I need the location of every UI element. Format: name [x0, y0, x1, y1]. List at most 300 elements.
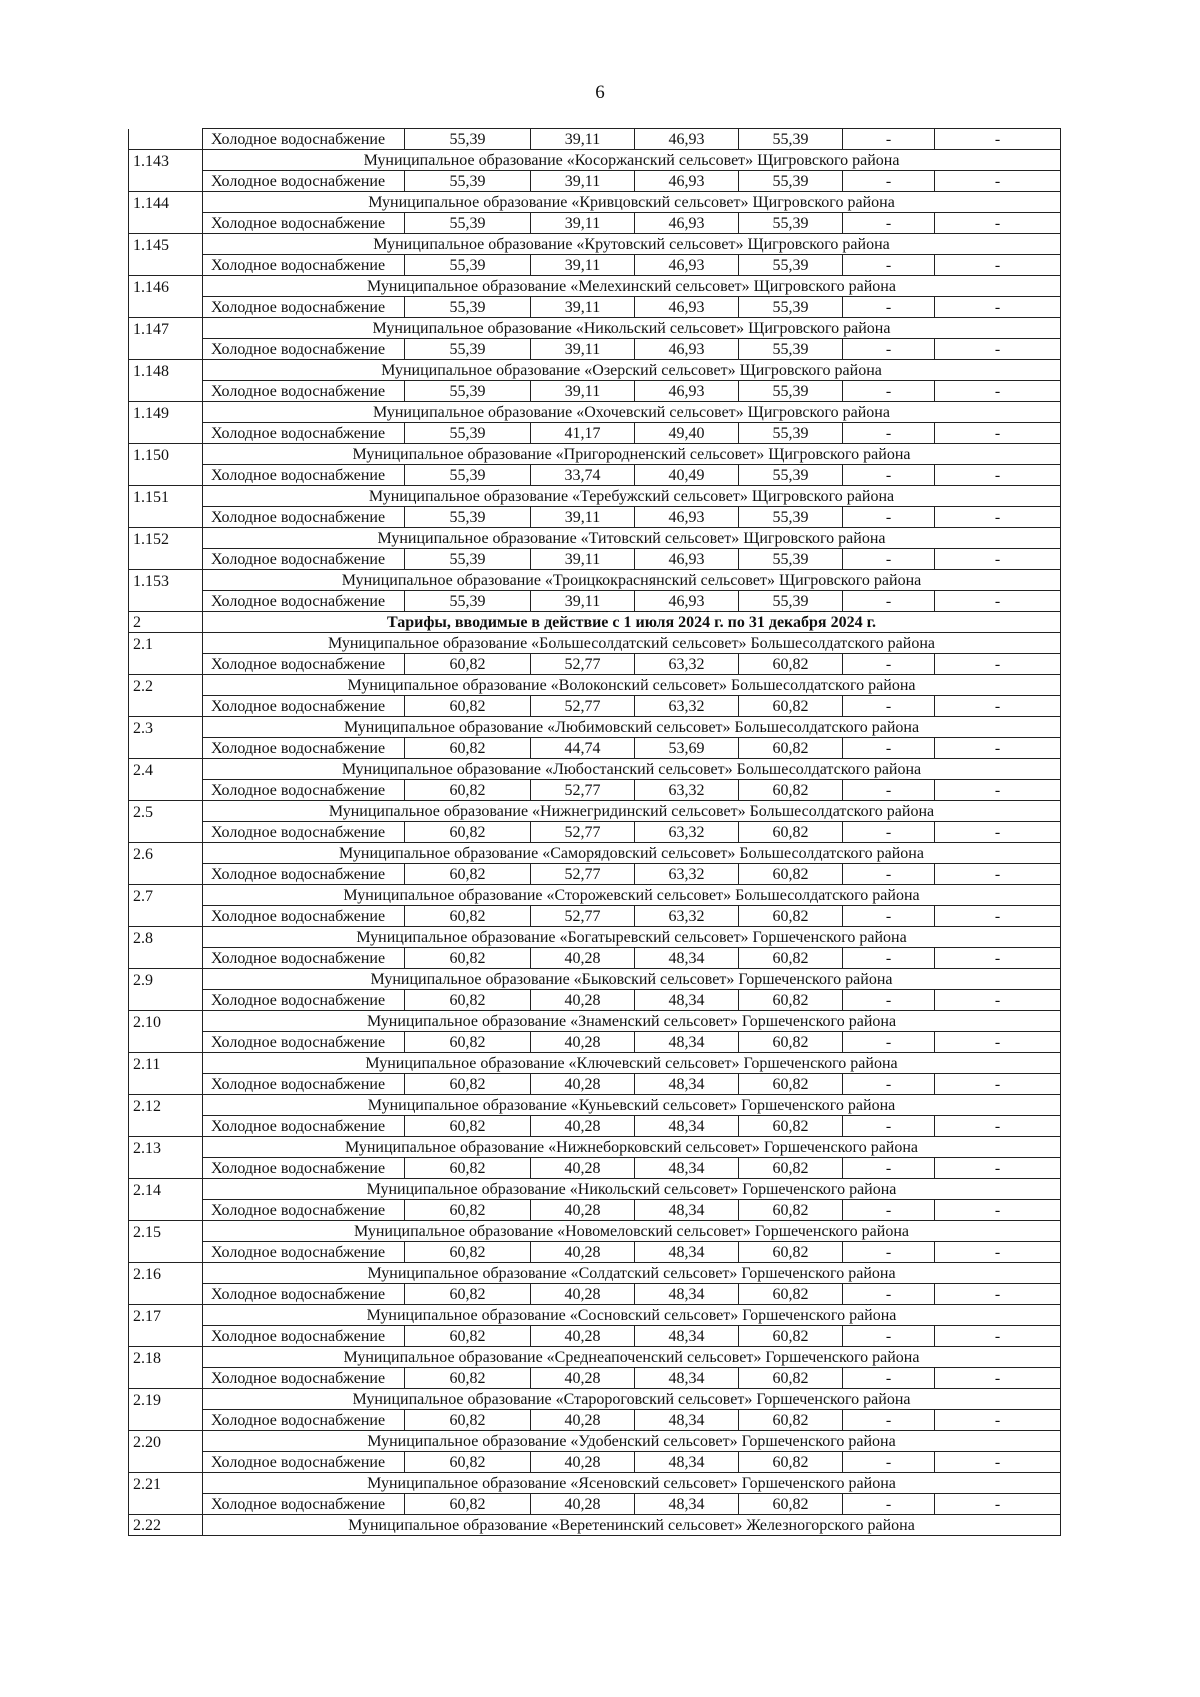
value-cell: 52,77	[531, 906, 635, 927]
value-cell: -	[935, 1494, 1061, 1515]
service-label: Холодное водоснабжение	[203, 1410, 405, 1431]
value-cell: 60,82	[405, 1326, 531, 1347]
value-cell: 60,82	[739, 990, 843, 1011]
value-cell: 48,34	[635, 1284, 739, 1305]
row-number: 2.21	[129, 1473, 203, 1494]
value-cell: 46,93	[635, 255, 739, 276]
value-cell: -	[843, 465, 935, 486]
row-number-cell	[129, 423, 203, 444]
municipality-row	[129, 528, 1061, 549]
values-row	[129, 654, 1061, 675]
service-label: Холодное водоснабжение	[203, 1494, 405, 1515]
values-row	[129, 1116, 1061, 1137]
row-number: 1.148	[129, 360, 203, 381]
value-cell: 40,28	[531, 1242, 635, 1263]
value-cell: 60,82	[739, 696, 843, 717]
values-row	[129, 696, 1061, 717]
municipality-name: Муниципальное образование «Знаменский сельсовет» Горшеченского района	[203, 1011, 1061, 1032]
value-cell: 63,32	[635, 654, 739, 675]
municipality-name: Муниципальное образование «Нижнеборковский сельсовет» Горшеченского района	[203, 1137, 1061, 1158]
row-number: 2.10	[129, 1011, 203, 1032]
municipality-name: Муниципальное образование «Пригородненский сельсовет» Щигровского района	[203, 444, 1061, 465]
municipality-row	[129, 1389, 1061, 1410]
value-cell: -	[843, 255, 935, 276]
value-cell: 46,93	[635, 507, 739, 528]
value-cell: 48,34	[635, 948, 739, 969]
value-cell: 60,82	[405, 1158, 531, 1179]
values-row	[129, 1242, 1061, 1263]
service-label: Холодное водоснабжение	[203, 129, 405, 150]
values-row	[129, 213, 1061, 234]
value-cell: 52,77	[531, 654, 635, 675]
value-cell: 55,39	[405, 465, 531, 486]
value-cell: 46,93	[635, 549, 739, 570]
municipality-name: Муниципальное образование «Троицкокраснянский сельсовет» Щигровского района	[203, 570, 1061, 591]
values-row	[129, 1074, 1061, 1095]
row-number-cell	[129, 864, 203, 885]
value-cell: 39,11	[531, 381, 635, 402]
value-cell: 60,82	[405, 1116, 531, 1137]
value-cell: 55,39	[405, 381, 531, 402]
row-number-cell	[129, 1032, 203, 1053]
row-number-cell	[129, 1368, 203, 1389]
section-title: Тарифы, вводимые в действие с 1 июля 2024 г. по 31 декабря 2024 г.	[203, 612, 1061, 633]
row-number: 2.13	[129, 1137, 203, 1158]
service-label: Холодное водоснабжение	[203, 297, 405, 318]
value-cell: -	[935, 549, 1061, 570]
values-row	[129, 129, 1061, 150]
value-cell: -	[843, 423, 935, 444]
value-cell: -	[843, 549, 935, 570]
section-row	[129, 612, 1061, 633]
value-cell: -	[935, 1452, 1061, 1473]
service-label: Холодное водоснабжение	[203, 255, 405, 276]
value-cell: -	[843, 339, 935, 360]
service-label: Холодное водоснабжение	[203, 339, 405, 360]
values-row	[129, 1368, 1061, 1389]
service-label: Холодное водоснабжение	[203, 864, 405, 885]
value-cell: -	[843, 297, 935, 318]
value-cell: 60,82	[739, 1452, 843, 1473]
value-cell: 60,82	[739, 780, 843, 801]
municipality-row	[129, 402, 1061, 423]
municipality-name: Муниципальное образование «Мелехинский сельсовет» Щигровского района	[203, 276, 1061, 297]
municipality-name: Муниципальное образование «Любимовский сельсовет» Большесолдатского района	[203, 717, 1061, 738]
value-cell: 63,32	[635, 780, 739, 801]
value-cell: -	[843, 1158, 935, 1179]
values-row	[129, 171, 1061, 192]
value-cell: 60,82	[405, 906, 531, 927]
value-cell: -	[843, 1032, 935, 1053]
value-cell: 60,82	[405, 738, 531, 759]
value-cell: 48,34	[635, 1326, 739, 1347]
value-cell: 48,34	[635, 1158, 739, 1179]
value-cell: 40,28	[531, 1452, 635, 1473]
value-cell: 39,11	[531, 255, 635, 276]
municipality-name: Муниципальное образование «Новомеловский сельсовет» Горшеченского района	[203, 1221, 1061, 1242]
value-cell: 55,39	[405, 507, 531, 528]
municipality-row	[129, 759, 1061, 780]
value-cell: 55,39	[739, 423, 843, 444]
row-number: 2.19	[129, 1389, 203, 1410]
municipality-row	[129, 969, 1061, 990]
value-cell: 60,82	[405, 1200, 531, 1221]
value-cell: 40,49	[635, 465, 739, 486]
value-cell: -	[843, 1326, 935, 1347]
value-cell: -	[843, 129, 935, 150]
row-number: 1.144	[129, 192, 203, 213]
row-number: 2.3	[129, 717, 203, 738]
municipality-row	[129, 1473, 1061, 1494]
value-cell: -	[935, 381, 1061, 402]
row-number-cell	[129, 738, 203, 759]
value-cell: 60,82	[739, 1200, 843, 1221]
row-number: 2.12	[129, 1095, 203, 1116]
values-row	[129, 738, 1061, 759]
value-cell: 55,39	[739, 507, 843, 528]
value-cell: 46,93	[635, 129, 739, 150]
value-cell: -	[843, 213, 935, 234]
row-number: 2.22	[129, 1515, 203, 1536]
values-row	[129, 864, 1061, 885]
value-cell: 55,39	[739, 465, 843, 486]
value-cell: 48,34	[635, 990, 739, 1011]
values-row	[129, 297, 1061, 318]
value-cell: 60,82	[739, 1074, 843, 1095]
value-cell: 48,34	[635, 1368, 739, 1389]
value-cell: 55,39	[739, 255, 843, 276]
value-cell: 55,39	[405, 591, 531, 612]
municipality-name: Муниципальное образование «Крутовский сельсовет» Щигровского района	[203, 234, 1061, 255]
value-cell: 60,82	[739, 1326, 843, 1347]
row-number-cell	[129, 1452, 203, 1473]
value-cell: -	[935, 1116, 1061, 1137]
value-cell: -	[935, 738, 1061, 759]
row-number-cell	[129, 339, 203, 360]
value-cell: 40,28	[531, 1074, 635, 1095]
value-cell: -	[843, 1242, 935, 1263]
value-cell: 39,11	[531, 549, 635, 570]
municipality-row	[129, 1263, 1061, 1284]
row-number-cell	[129, 906, 203, 927]
municipality-row	[129, 843, 1061, 864]
value-cell: -	[935, 465, 1061, 486]
value-cell: -	[843, 990, 935, 1011]
municipality-name: Муниципальное образование «Сторожевский сельсовет» Большесолдатского района	[203, 885, 1061, 906]
value-cell: 60,82	[739, 1494, 843, 1515]
service-label: Холодное водоснабжение	[203, 1158, 405, 1179]
value-cell: 55,39	[405, 129, 531, 150]
values-row	[129, 1326, 1061, 1347]
municipality-name: Муниципальное образование «Ясеновский сельсовет» Горшеченского района	[203, 1473, 1061, 1494]
municipality-row	[129, 675, 1061, 696]
row-number: 1.146	[129, 276, 203, 297]
value-cell: 60,82	[405, 822, 531, 843]
row-number-cell	[129, 549, 203, 570]
row-number: 2.5	[129, 801, 203, 822]
row-number: 1.152	[129, 528, 203, 549]
value-cell: 40,28	[531, 1032, 635, 1053]
value-cell: -	[843, 1368, 935, 1389]
values-row	[129, 255, 1061, 276]
municipality-row	[129, 1095, 1061, 1116]
value-cell: -	[843, 822, 935, 843]
row-number: 1.143	[129, 150, 203, 171]
value-cell: -	[843, 948, 935, 969]
municipality-row	[129, 150, 1061, 171]
value-cell: 48,34	[635, 1116, 739, 1137]
value-cell: 39,11	[531, 297, 635, 318]
row-number-cell	[129, 1494, 203, 1515]
value-cell: -	[843, 171, 935, 192]
value-cell: 48,34	[635, 1452, 739, 1473]
value-cell: 55,39	[739, 297, 843, 318]
value-cell: 40,28	[531, 1410, 635, 1431]
row-number: 1.147	[129, 318, 203, 339]
row-number-cell	[129, 780, 203, 801]
value-cell: 60,82	[739, 1032, 843, 1053]
table-body	[129, 129, 1061, 1536]
service-label: Холодное водоснабжение	[203, 549, 405, 570]
value-cell: 39,11	[531, 129, 635, 150]
municipality-row	[129, 318, 1061, 339]
value-cell: 46,93	[635, 213, 739, 234]
service-label: Холодное водоснабжение	[203, 591, 405, 612]
municipality-row	[129, 1515, 1061, 1536]
value-cell: 60,82	[739, 948, 843, 969]
municipality-row	[129, 885, 1061, 906]
values-row	[129, 822, 1061, 843]
value-cell: 60,82	[405, 1452, 531, 1473]
value-cell: 48,34	[635, 1242, 739, 1263]
service-label: Холодное водоснабжение	[203, 822, 405, 843]
municipality-row	[129, 1221, 1061, 1242]
values-row	[129, 549, 1061, 570]
row-number: 2.11	[129, 1053, 203, 1074]
row-number-cell	[129, 1242, 203, 1263]
values-row	[129, 1032, 1061, 1053]
row-number-cell	[129, 1116, 203, 1137]
value-cell: 55,39	[405, 297, 531, 318]
value-cell: 49,40	[635, 423, 739, 444]
municipality-name: Муниципальное образование «Никольский сельсовет» Горшеченского района	[203, 1179, 1061, 1200]
municipality-row	[129, 1179, 1061, 1200]
municipality-name: Муниципальное образование «Теребужский сельсовет» Щигровского района	[203, 486, 1061, 507]
service-label: Холодное водоснабжение	[203, 381, 405, 402]
value-cell: 60,82	[405, 1410, 531, 1431]
value-cell: 60,82	[405, 1032, 531, 1053]
value-cell: 60,82	[405, 1284, 531, 1305]
values-row	[129, 381, 1061, 402]
value-cell: -	[935, 1368, 1061, 1389]
value-cell: 55,39	[739, 339, 843, 360]
value-cell: 40,28	[531, 948, 635, 969]
value-cell: 33,74	[531, 465, 635, 486]
municipality-name: Муниципальное образование «Веретенинский сельсовет» Железногорского района	[203, 1515, 1061, 1536]
municipality-name: Муниципальное образование «Старороговский сельсовет» Горшеченского района	[203, 1389, 1061, 1410]
row-number: 2.7	[129, 885, 203, 906]
value-cell: -	[843, 738, 935, 759]
municipality-row	[129, 717, 1061, 738]
tariff-table	[128, 128, 1060, 1536]
value-cell: -	[935, 948, 1061, 969]
value-cell: 55,39	[405, 171, 531, 192]
row-number-cell	[129, 1410, 203, 1431]
municipality-row	[129, 927, 1061, 948]
value-cell: 55,39	[739, 213, 843, 234]
value-cell: 53,69	[635, 738, 739, 759]
value-cell: 55,39	[739, 171, 843, 192]
service-label: Холодное водоснабжение	[203, 906, 405, 927]
value-cell: -	[843, 591, 935, 612]
municipality-row	[129, 1305, 1061, 1326]
municipality-row	[129, 192, 1061, 213]
row-number: 2.1	[129, 633, 203, 654]
values-row	[129, 1452, 1061, 1473]
row-number: 1.151	[129, 486, 203, 507]
value-cell: 40,28	[531, 1116, 635, 1137]
value-cell: -	[843, 1284, 935, 1305]
value-cell: -	[843, 654, 935, 675]
service-label: Холодное водоснабжение	[203, 738, 405, 759]
value-cell: 60,82	[405, 1368, 531, 1389]
service-label: Холодное водоснабжение	[203, 654, 405, 675]
service-label: Холодное водоснабжение	[203, 948, 405, 969]
municipality-row	[129, 234, 1061, 255]
value-cell: 40,28	[531, 990, 635, 1011]
value-cell: 46,93	[635, 381, 739, 402]
value-cell: -	[935, 255, 1061, 276]
municipality-name: Муниципальное образование «Титовский сельсовет» Щигровского района	[203, 528, 1061, 549]
value-cell: 55,39	[739, 129, 843, 150]
value-cell: -	[935, 654, 1061, 675]
row-number: 2.6	[129, 843, 203, 864]
value-cell: 46,93	[635, 297, 739, 318]
service-label: Холодное водоснабжение	[203, 507, 405, 528]
value-cell: 63,32	[635, 864, 739, 885]
municipality-name: Муниципальное образование «Любостанский сельсовет» Большесолдатского района	[203, 759, 1061, 780]
row-number: 2.20	[129, 1431, 203, 1452]
value-cell: 55,39	[739, 549, 843, 570]
value-cell: -	[935, 864, 1061, 885]
value-cell: -	[935, 906, 1061, 927]
row-number-cell	[129, 591, 203, 612]
value-cell: 48,34	[635, 1074, 739, 1095]
municipality-name: Муниципальное образование «Волоконский сельсовет» Большесолдатского района	[203, 675, 1061, 696]
row-number: 2.2	[129, 675, 203, 696]
value-cell: 63,32	[635, 906, 739, 927]
value-cell: 55,39	[405, 255, 531, 276]
row-number-cell	[129, 1284, 203, 1305]
value-cell: -	[843, 1452, 935, 1473]
row-number-cell	[129, 990, 203, 1011]
value-cell: -	[935, 1158, 1061, 1179]
value-cell: -	[935, 297, 1061, 318]
value-cell: 46,93	[635, 339, 739, 360]
value-cell: -	[935, 822, 1061, 843]
row-number: 1.150	[129, 444, 203, 465]
value-cell: 48,34	[635, 1032, 739, 1053]
value-cell: 40,28	[531, 1494, 635, 1515]
service-label: Холодное водоснабжение	[203, 1242, 405, 1263]
value-cell: -	[843, 864, 935, 885]
service-label: Холодное водоснабжение	[203, 1326, 405, 1347]
value-cell: 52,77	[531, 822, 635, 843]
service-label: Холодное водоснабжение	[203, 1032, 405, 1053]
municipality-name: Муниципальное образование «Среднеапоченский сельсовет» Горшеченского района	[203, 1347, 1061, 1368]
values-row	[129, 507, 1061, 528]
value-cell: 41,17	[531, 423, 635, 444]
service-label: Холодное водоснабжение	[203, 1284, 405, 1305]
municipality-name: Муниципальное образование «Косоржанский сельсовет» Щигровского района	[203, 150, 1061, 171]
municipality-name: Муниципальное образование «Большесолдатский сельсовет» Большесолдатского района	[203, 633, 1061, 654]
municipality-name: Муниципальное образование «Саморядовский сельсовет» Большесолдатского района	[203, 843, 1061, 864]
service-label: Холодное водоснабжение	[203, 423, 405, 444]
value-cell: 44,74	[531, 738, 635, 759]
municipality-row	[129, 486, 1061, 507]
row-number: 1.153	[129, 570, 203, 591]
value-cell: 55,39	[405, 213, 531, 234]
municipality-name: Муниципальное образование «Быковский сельсовет» Горшеченского района	[203, 969, 1061, 990]
municipality-name: Муниципальное образование «Озерский сельсовет» Щигровского района	[203, 360, 1061, 381]
row-number: 2.15	[129, 1221, 203, 1242]
municipality-row	[129, 1347, 1061, 1368]
value-cell: 60,82	[405, 990, 531, 1011]
municipality-row	[129, 1053, 1061, 1074]
row-number-cell	[129, 654, 203, 675]
row-number-cell	[129, 507, 203, 528]
value-cell: 63,32	[635, 822, 739, 843]
page-number: 6	[595, 82, 605, 103]
value-cell: -	[935, 1074, 1061, 1095]
row-number-cell	[129, 213, 203, 234]
value-cell: 60,82	[739, 822, 843, 843]
value-cell: 48,34	[635, 1410, 739, 1431]
value-cell: -	[843, 780, 935, 801]
row-number: 2.4	[129, 759, 203, 780]
value-cell: -	[843, 1116, 935, 1137]
value-cell: -	[843, 1494, 935, 1515]
municipality-name: Муниципальное образование «Охочевский сельсовет» Щигровского района	[203, 402, 1061, 423]
value-cell: 60,82	[405, 654, 531, 675]
row-number: 2.14	[129, 1179, 203, 1200]
value-cell: 60,82	[739, 1242, 843, 1263]
municipality-row	[129, 360, 1061, 381]
value-cell: -	[935, 507, 1061, 528]
value-cell: -	[843, 1200, 935, 1221]
values-row	[129, 465, 1061, 486]
value-cell: 40,28	[531, 1368, 635, 1389]
row-number-cell	[129, 1158, 203, 1179]
service-label: Холодное водоснабжение	[203, 171, 405, 192]
value-cell: 52,77	[531, 780, 635, 801]
value-cell: 60,82	[739, 864, 843, 885]
value-cell: 52,77	[531, 864, 635, 885]
value-cell: 55,39	[739, 591, 843, 612]
value-cell: -	[935, 1200, 1061, 1221]
municipality-name: Муниципальное образование «Богатыревский сельсовет» Горшеченского района	[203, 927, 1061, 948]
service-label: Холодное водоснабжение	[203, 780, 405, 801]
value-cell: 60,82	[739, 1158, 843, 1179]
value-cell: 60,82	[405, 696, 531, 717]
service-label: Холодное водоснабжение	[203, 1074, 405, 1095]
value-cell: 39,11	[531, 171, 635, 192]
values-row	[129, 1158, 1061, 1179]
municipality-name: Муниципальное образование «Удобенский сельсовет» Горшеченского района	[203, 1431, 1061, 1452]
row-number-cell	[129, 822, 203, 843]
row-number: 2.9	[129, 969, 203, 990]
value-cell: 60,82	[739, 1368, 843, 1389]
